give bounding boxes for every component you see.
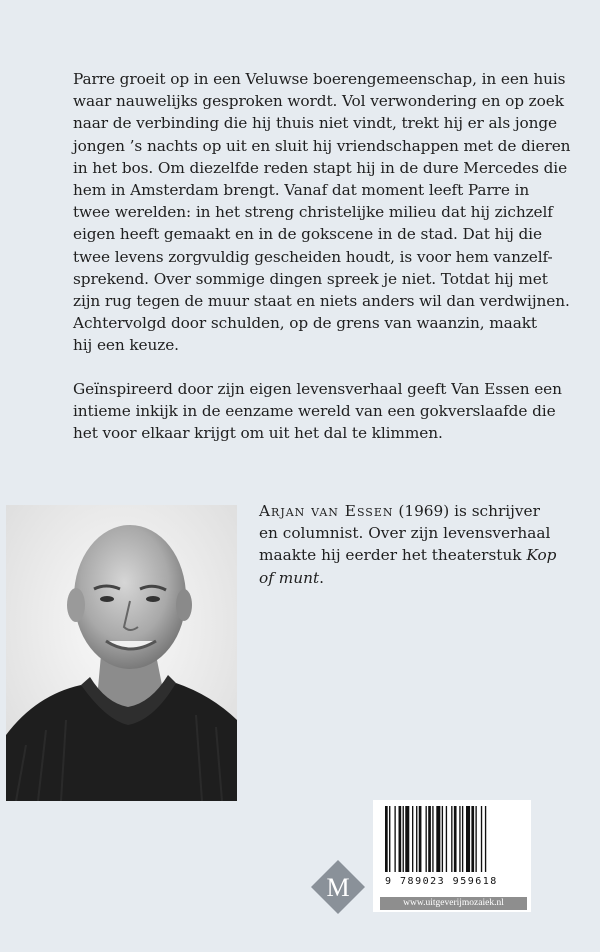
play-title: of munt [259,568,320,587]
blurb-paragraph [73,68,573,357]
barcode-bar [475,806,476,872]
barcode-bar [462,806,463,872]
bio-text: . [319,568,324,587]
isbn-digits: 9 789023 959618 [385,876,498,887]
barcode-bar [436,806,440,872]
blurb-line: in het bos. Om diezelfde reden stapt hij in de dure Mercedes die [73,158,568,177]
blurb-line: sprekend. Over sommige dingen spreek je niet. Totdat hij met [73,269,548,288]
publisher-url: www.uitgeverijmozaiek.nl [380,897,527,910]
barcode-bar [403,806,404,872]
barcode-bar [385,806,388,872]
bio-text: (1969) is schrijver [393,502,540,520]
barcode [373,800,531,912]
barcode-bar [481,806,482,872]
publisher-logo [311,860,365,914]
inspired-line: intieme inkijk in de eenzame wereld van een gokverslaafde die [73,402,556,421]
barcode-bar [451,806,452,872]
blurb-line: waar nauwelijks gesproken wordt. Vol verwondering en op zoek [73,92,564,111]
barcode-bar [405,806,409,872]
barcode-bar [394,806,395,872]
bio-text: maakte hij eerder het theaterstuk [259,546,527,565]
blurb-line: naar de verbinding die hij thuis niet vindt, trekt hij er als jonge [73,114,558,133]
barcode-bar [399,806,402,872]
barcode-bar [412,806,413,872]
barcode-bar [389,806,390,872]
logo-letter: M [326,873,350,902]
barcode-bar [442,806,443,872]
barcode-bar [459,806,460,872]
barcode-bar [416,806,417,872]
blurb-line: hem in Amsterdam brengt. Vanaf dat moment leeft Parre in [73,181,530,200]
play-title: Kop [526,546,557,565]
inspired-paragraph [73,378,573,445]
author-name: Arjan van Essen [259,502,394,520]
blurb-line: Parre groeit op in een Veluwse boerengemeenschap, in een huis [73,70,566,88]
blurb-line: eigen heeft gemaakt en in de gokscene in de stad. Dat hij die [73,225,542,244]
blurb-line: zijn rug tegen de muur staat en niets anders wil dan verdwijnen. [73,292,570,311]
barcode-bar [446,806,447,872]
barcode-bar [432,806,433,872]
bio-text: en columnist. Over zijn levensverhaal [259,524,551,543]
barcode-bar [419,806,422,872]
barcode-bar [485,806,486,872]
barcode-bar [426,806,427,872]
blurb-line: twee levens zorgvuldig gescheiden houdt, is voor hem vanzelf- [73,247,553,266]
blurb-line: Achtervolgd door schulden, op de grens van waanzin, maakt [73,314,537,333]
barcode-bar [454,806,457,872]
blurb-line: hij een keuze. [73,336,179,355]
blurb-line: twee werelden: in het streng christelijke milieu dat hij zichzelf [73,203,553,222]
blurb-line: jongen ’s nachts op uit en sluit hij vriendschappen met de dieren [73,136,571,155]
barcode-bar [466,806,470,872]
inspired-line: Geïnspireerd door zijn eigen levensverhaal geeft Van Essen een [73,380,562,398]
barcode-bar [471,806,474,872]
barcode-bar [428,806,431,872]
inspired-line: het voor elkaar krijgt om uit het dal te klimmen. [73,424,443,443]
author-photo [6,505,237,801]
author-bio [259,500,559,589]
